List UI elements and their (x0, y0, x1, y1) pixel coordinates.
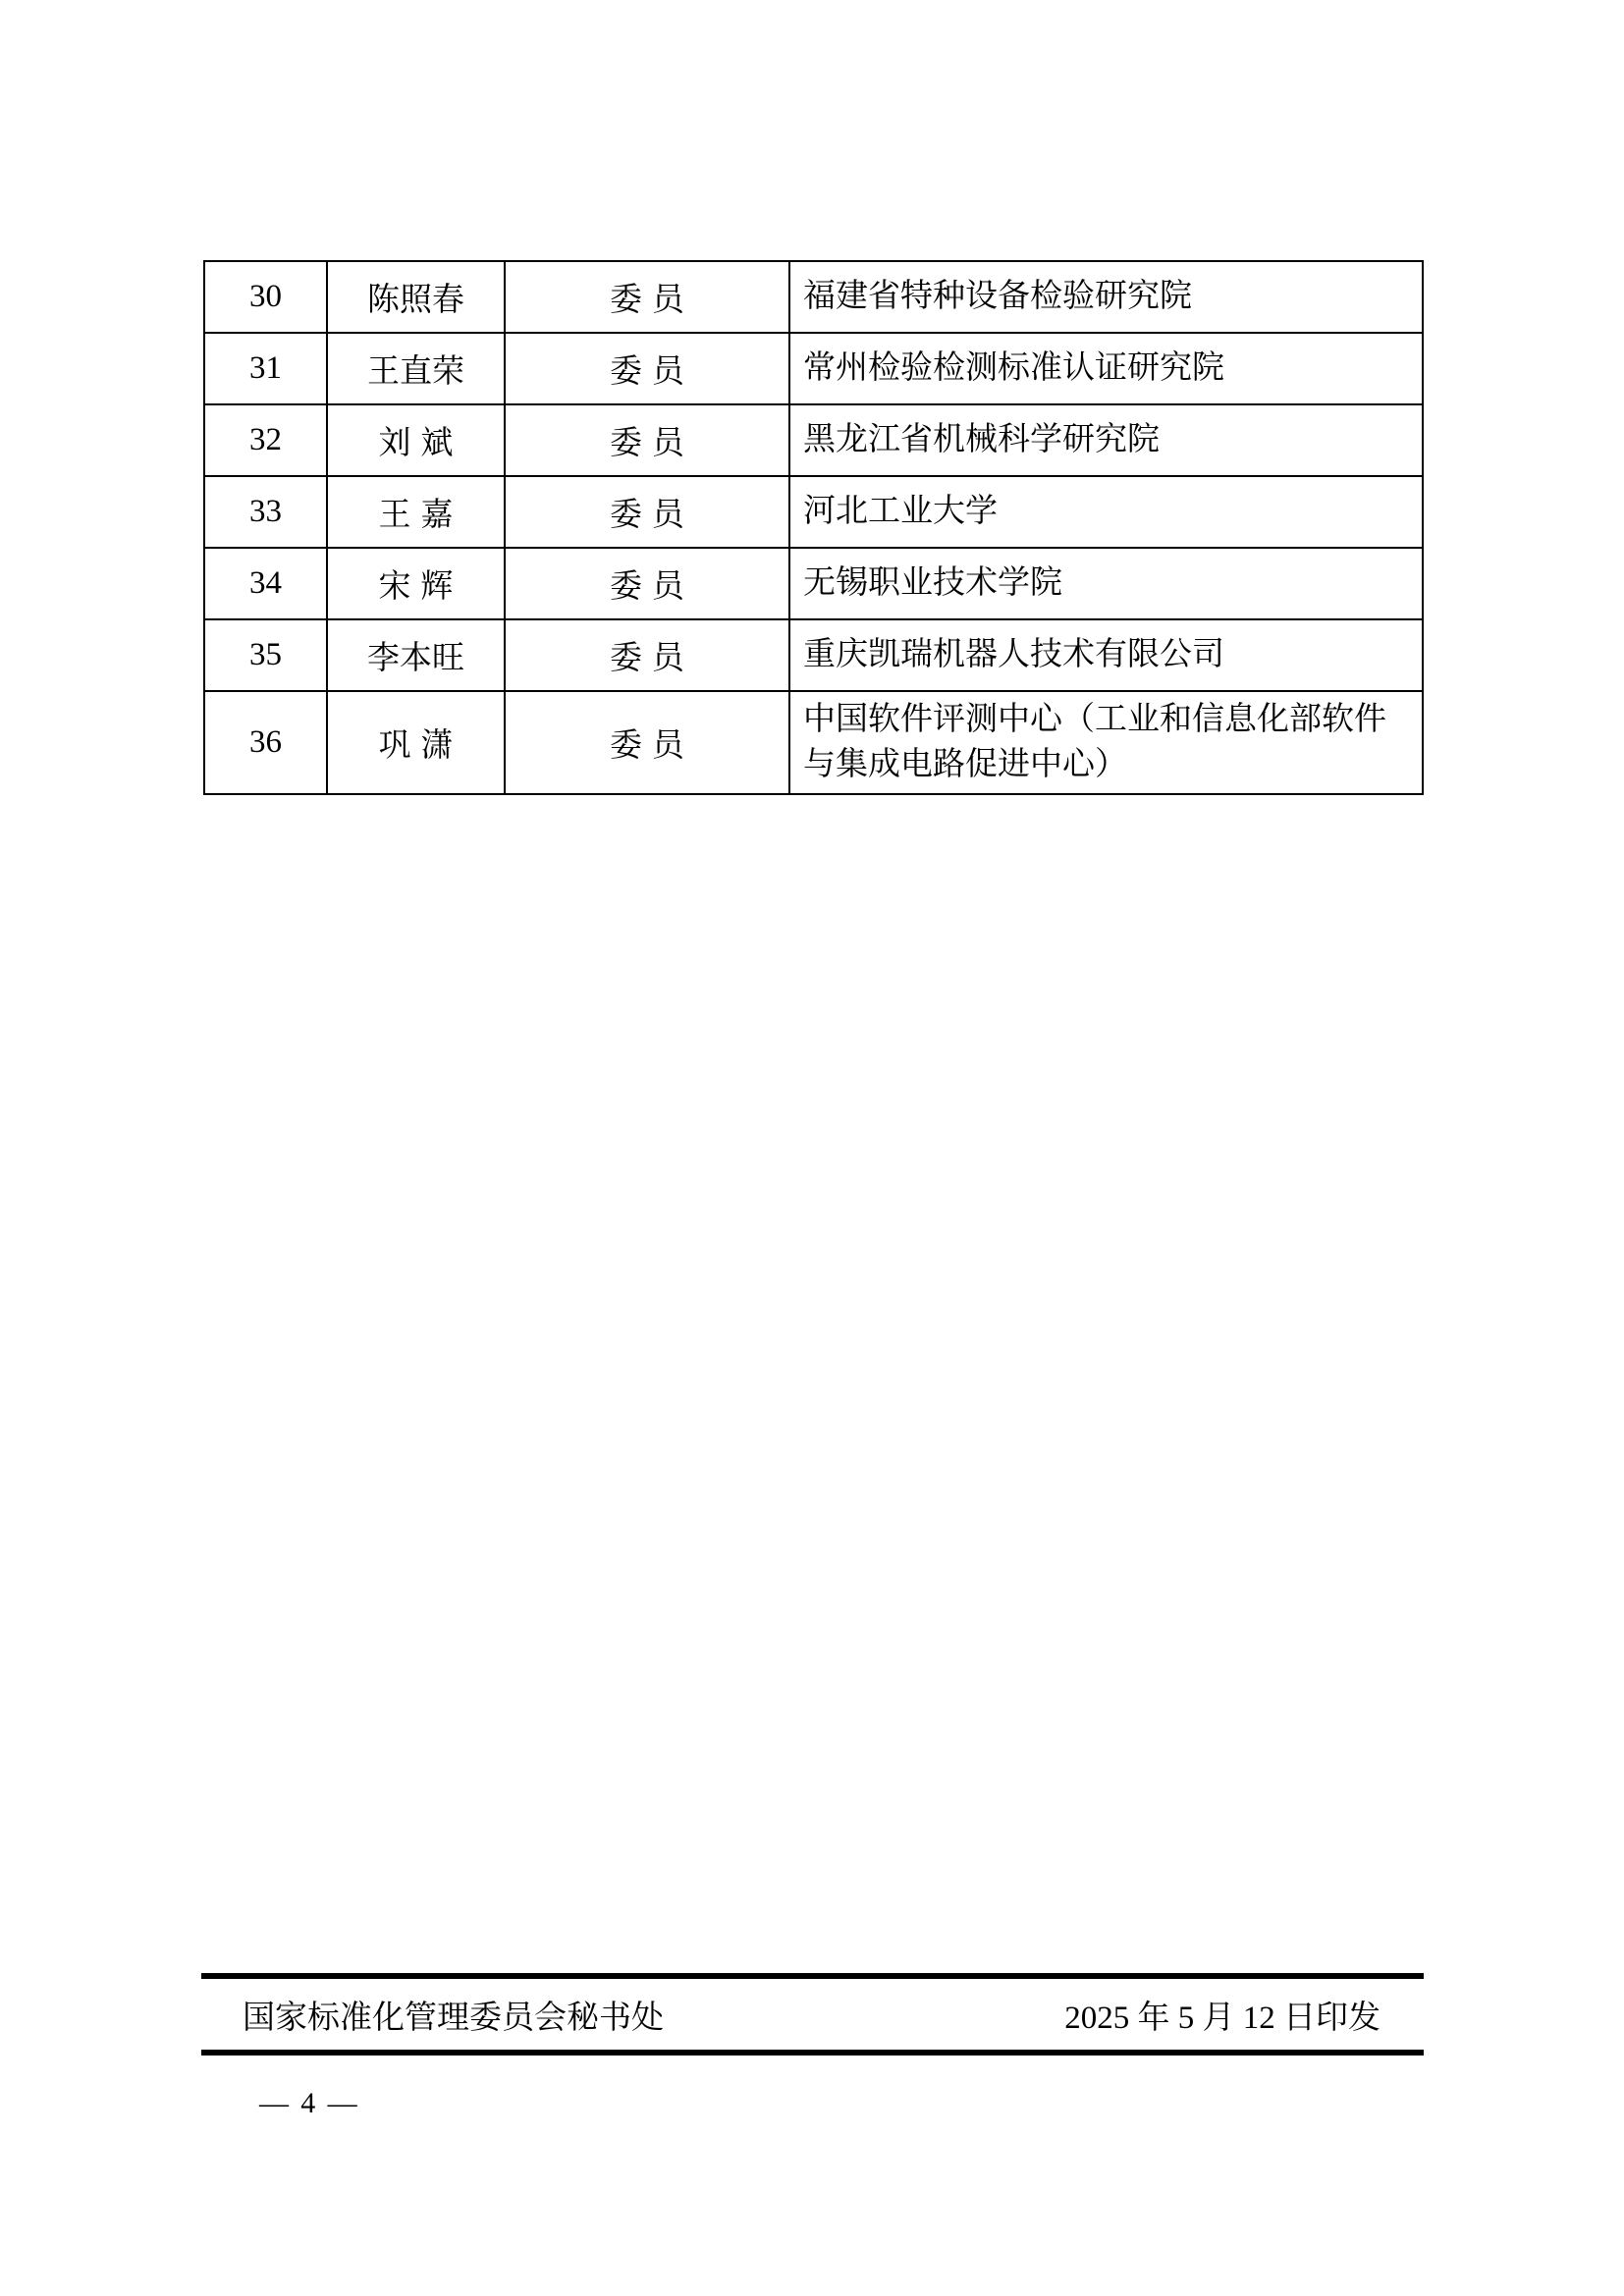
member-number: 31 (204, 333, 327, 404)
member-role: 委员 (505, 333, 789, 404)
table-row (204, 333, 1423, 404)
member-name: 李本旺 (327, 619, 505, 691)
member-number: 36 (204, 691, 327, 794)
member-role: 委员 (505, 619, 789, 691)
footer-issuer: 国家标准化管理委员会秘书处 (243, 2000, 664, 2036)
member-number: 30 (204, 261, 327, 333)
committee-member-table (203, 260, 1424, 795)
member-name: 王嘉 (327, 476, 505, 548)
member-name: 陈照春 (327, 261, 505, 333)
table-row (204, 476, 1423, 548)
member-role: 委员 (505, 404, 789, 476)
member-org: 黑龙江省机械科学研究院 (789, 404, 1423, 476)
member-org: 重庆凯瑞机器人技术有限公司 (789, 619, 1423, 691)
member-role: 委员 (505, 261, 789, 333)
member-number: 34 (204, 548, 327, 619)
table-row (204, 619, 1423, 691)
footer-rule-bottom (201, 2050, 1424, 2056)
member-org: 中国软件评测中心（工业和信息化部软件与集成电路促进中心） (789, 691, 1423, 794)
footer-line (201, 1979, 1424, 2050)
table-row (204, 548, 1423, 619)
member-number: 35 (204, 619, 327, 691)
member-name: 王直荣 (327, 333, 505, 404)
member-role: 委员 (505, 548, 789, 619)
member-number: 32 (204, 404, 327, 476)
member-number: 33 (204, 476, 327, 548)
table-row (204, 261, 1423, 333)
member-role: 委员 (505, 476, 789, 548)
member-name: 宋辉 (327, 548, 505, 619)
committee-table-body (204, 261, 1423, 794)
member-name: 刘斌 (327, 404, 505, 476)
page-number: — 4 — (259, 2087, 359, 2119)
member-org: 福建省特种设备检验研究院 (789, 261, 1423, 333)
member-org: 常州检验检测标准认证研究院 (789, 333, 1423, 404)
member-org: 河北工业大学 (789, 476, 1423, 548)
member-org: 无锡职业技术学院 (789, 548, 1423, 619)
member-name: 巩潇 (327, 691, 505, 794)
table-row (204, 691, 1423, 794)
footer-print-date: 2025 年 5 月 12 日印发 (1064, 2000, 1380, 2036)
member-role: 委员 (505, 691, 789, 794)
table-row (204, 404, 1423, 476)
